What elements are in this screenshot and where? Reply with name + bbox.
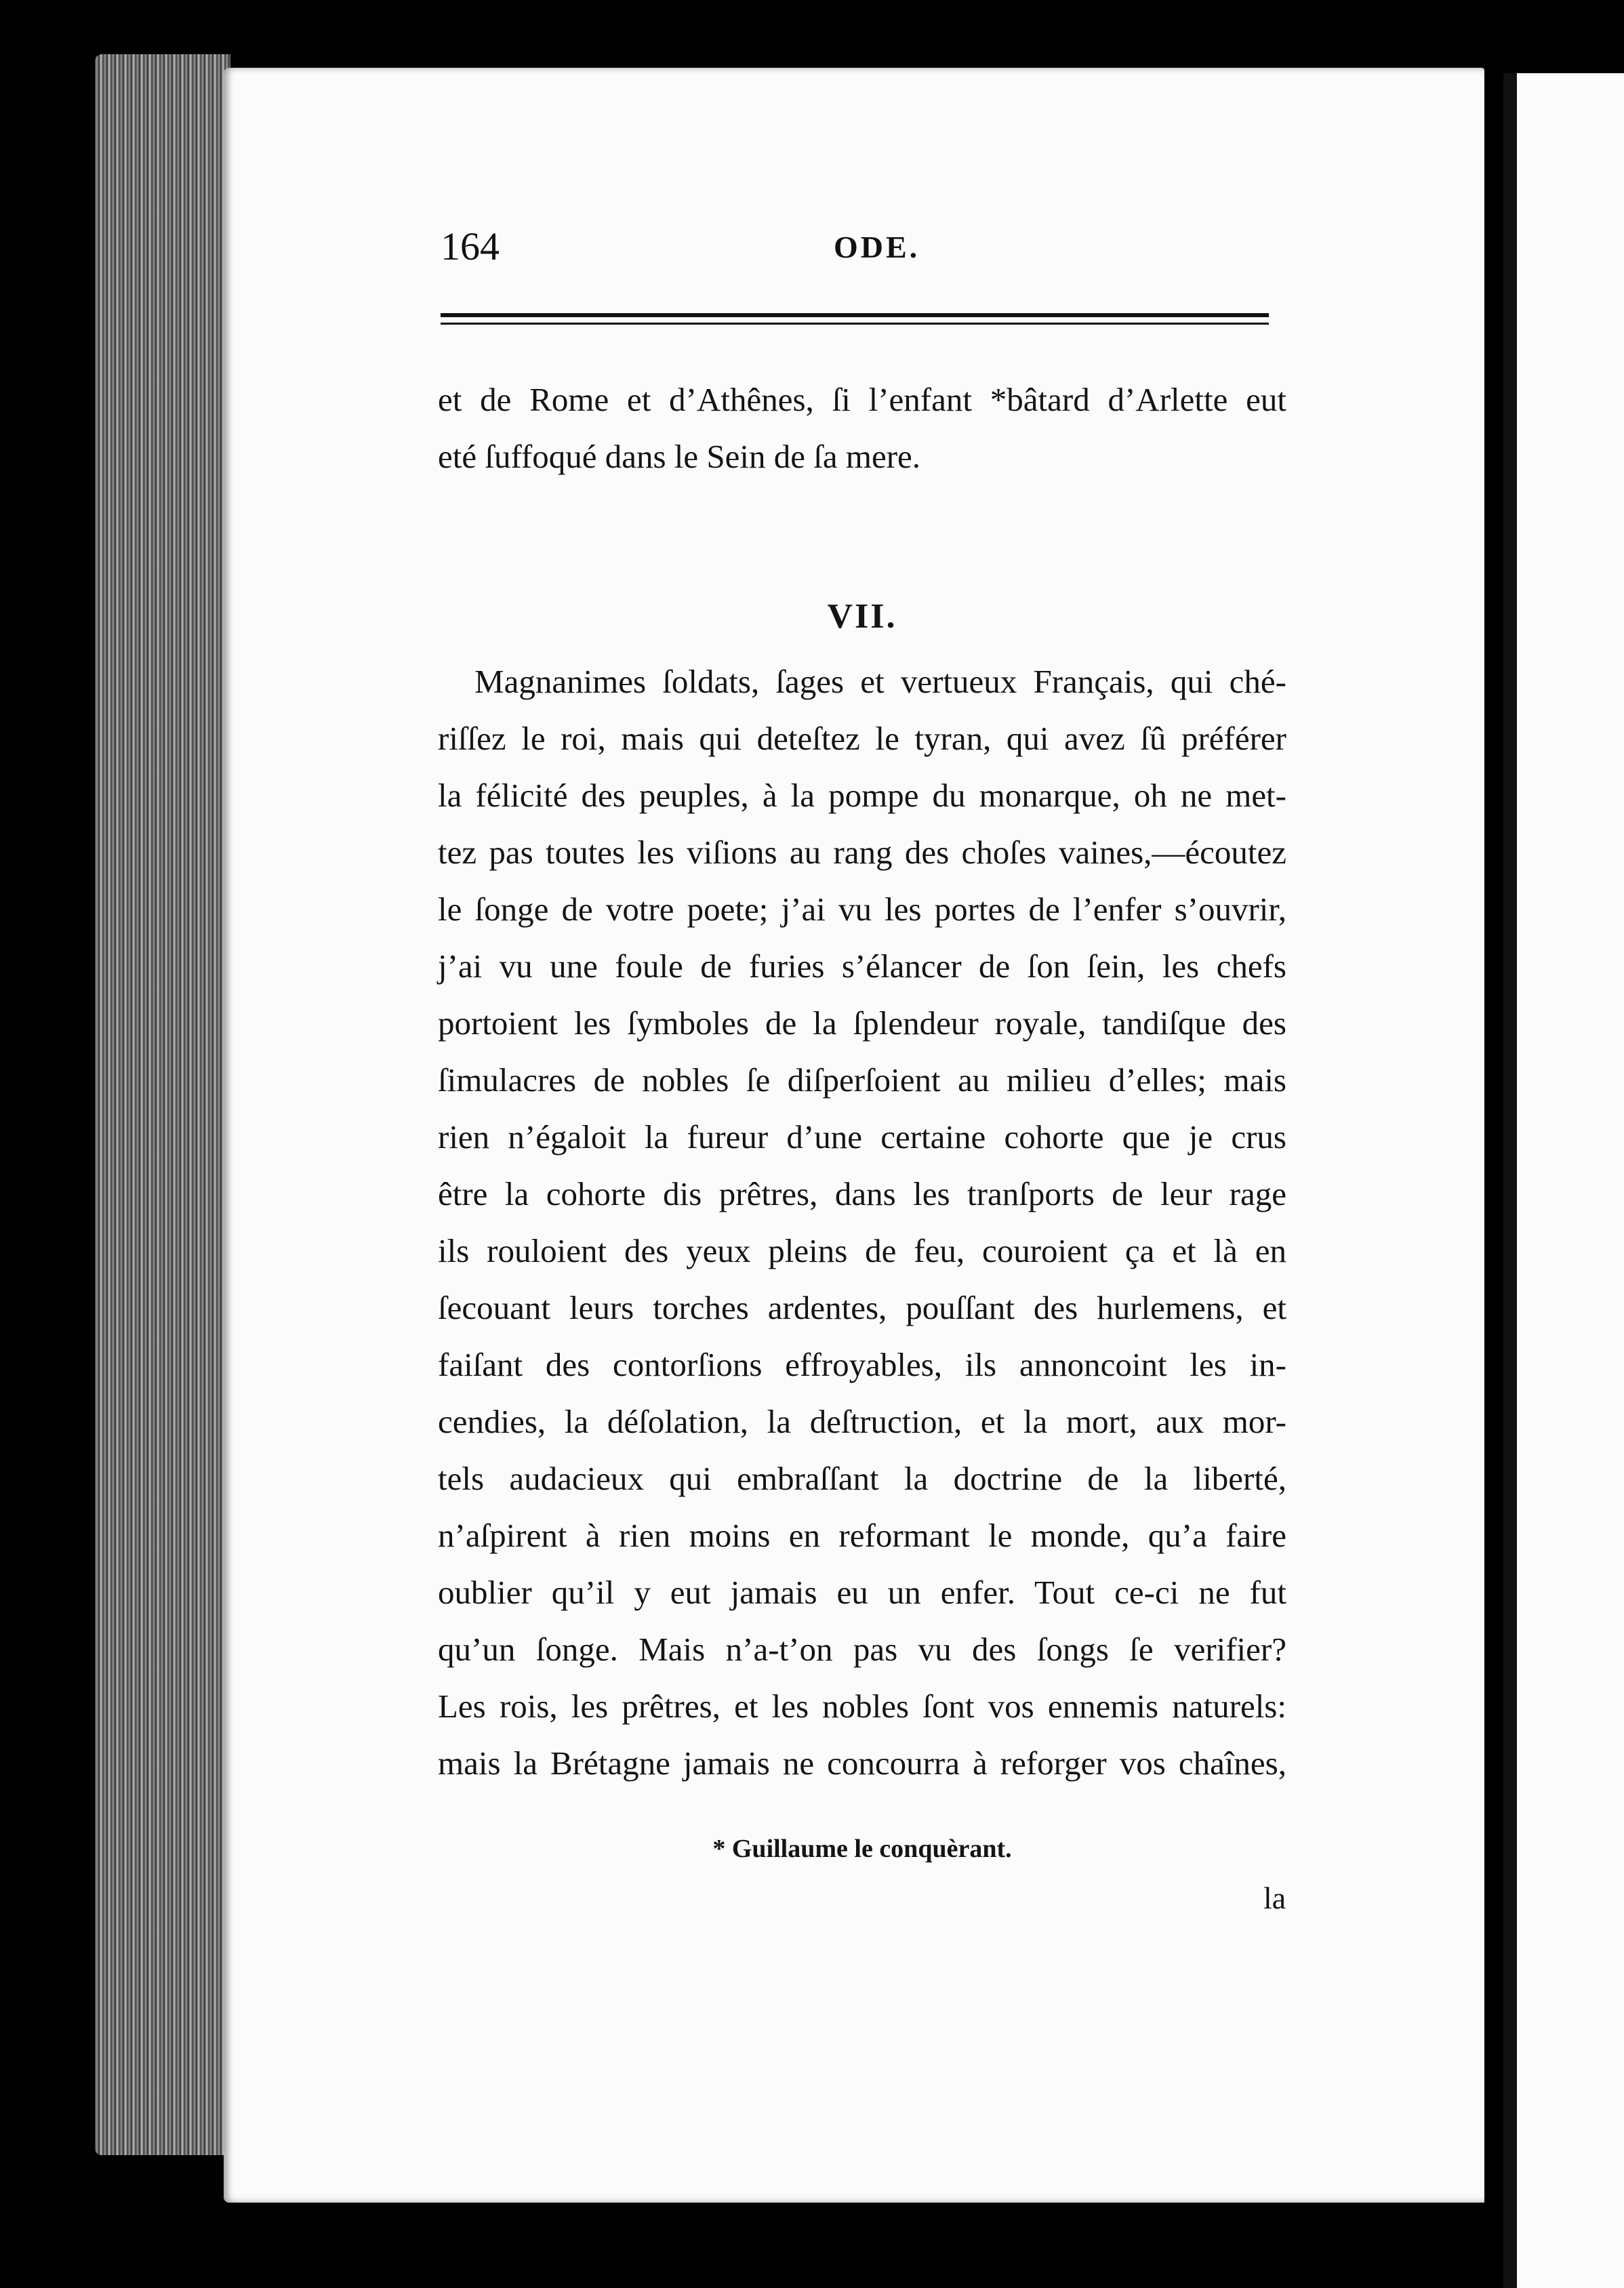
section-heading: VII. (827, 597, 897, 636)
text-line: ſecouant leurs torches ardentes, pouſſant des hurlemens, et (438, 1289, 1286, 1326)
book-fore-edge (95, 54, 230, 2155)
text-line: tez pas toutes les viſions au rang des choſes vaines,—écoutez (438, 834, 1286, 871)
text-line: le ſonge de votre poete; j’ai vu les portes de l’enfer s’ouvrir, (438, 891, 1286, 928)
text-line: Magnanimes ſoldats, ſages et vertueux Français, qui ché- (474, 663, 1286, 700)
text-line: et de Rome et d’Athênes, ſi l’enfant *bâtard d’Arlette eut (438, 381, 1286, 418)
text-line: n’aſpirent à rien moins en reformant le monde, qu’a faire (438, 1517, 1286, 1554)
text-line: faiſant des contorſions effroyables, ils annoncoint les in- (438, 1346, 1286, 1383)
text-line: mais la Brétagne jamais ne concourra à reforger vos chaînes, (438, 1744, 1286, 1782)
text-line: être la cohorte dis prêtres, dans les tranſports de leur rage (438, 1175, 1286, 1212)
text-line: rien n’égaloit la fureur d’une certaine cohorte que je crus (438, 1118, 1286, 1156)
text-line: ſimulacres de nobles ſe diſperſoient au milieu d’elles; mais (438, 1061, 1286, 1099)
facing-page (1503, 73, 1624, 2288)
text-line: cendies, la déſolation, la deſtruction, et la mort, aux mor- (438, 1403, 1286, 1440)
running-head (441, 224, 1288, 278)
text-line: Les rois, les prêtres, et les nobles ſont vos ennemis naturels: (438, 1688, 1286, 1725)
text-line: portoient les ſymboles de la ſplendeur royale, tandiſque des (438, 1004, 1286, 1042)
text-line: tels audacieux qui embraſſant la doctrine de la liberté, (438, 1460, 1286, 1497)
paragraph (438, 653, 1286, 1792)
header-rule-thin (441, 323, 1269, 325)
text-line: qu’un ſonge. Mais n’a-t’on pas vu des ſongs ſe verifier? (438, 1631, 1286, 1668)
text-line: riſſez le roi, mais qui deteſtez le tyran, qui avez ſû préférer (438, 720, 1286, 757)
catchword: la (1263, 1881, 1286, 1915)
text-line: j’ai vu une foule de furies s’élancer de ſon ſein, les chefs (438, 947, 1286, 985)
continuation-text (438, 371, 1286, 485)
header-rule-thick (441, 313, 1269, 317)
text-line: ils rouloient des yeux pleins de feu, couroient ça et là en (438, 1232, 1286, 1269)
text-line: oublier qu’il y eut jamais eu un enfer. Tout ce-ci ne fut (438, 1574, 1286, 1611)
text-line: eté ſuffoqué dans le Sein de ſa mere. (438, 438, 921, 475)
page-number: 164 (441, 224, 500, 268)
running-title: ODE. (834, 230, 920, 264)
footnote: * Guillaume le conquèrant. (712, 1835, 1012, 1863)
text-line: la félicité des peuples, à la pompe du monarque, oh ne met- (438, 777, 1286, 814)
